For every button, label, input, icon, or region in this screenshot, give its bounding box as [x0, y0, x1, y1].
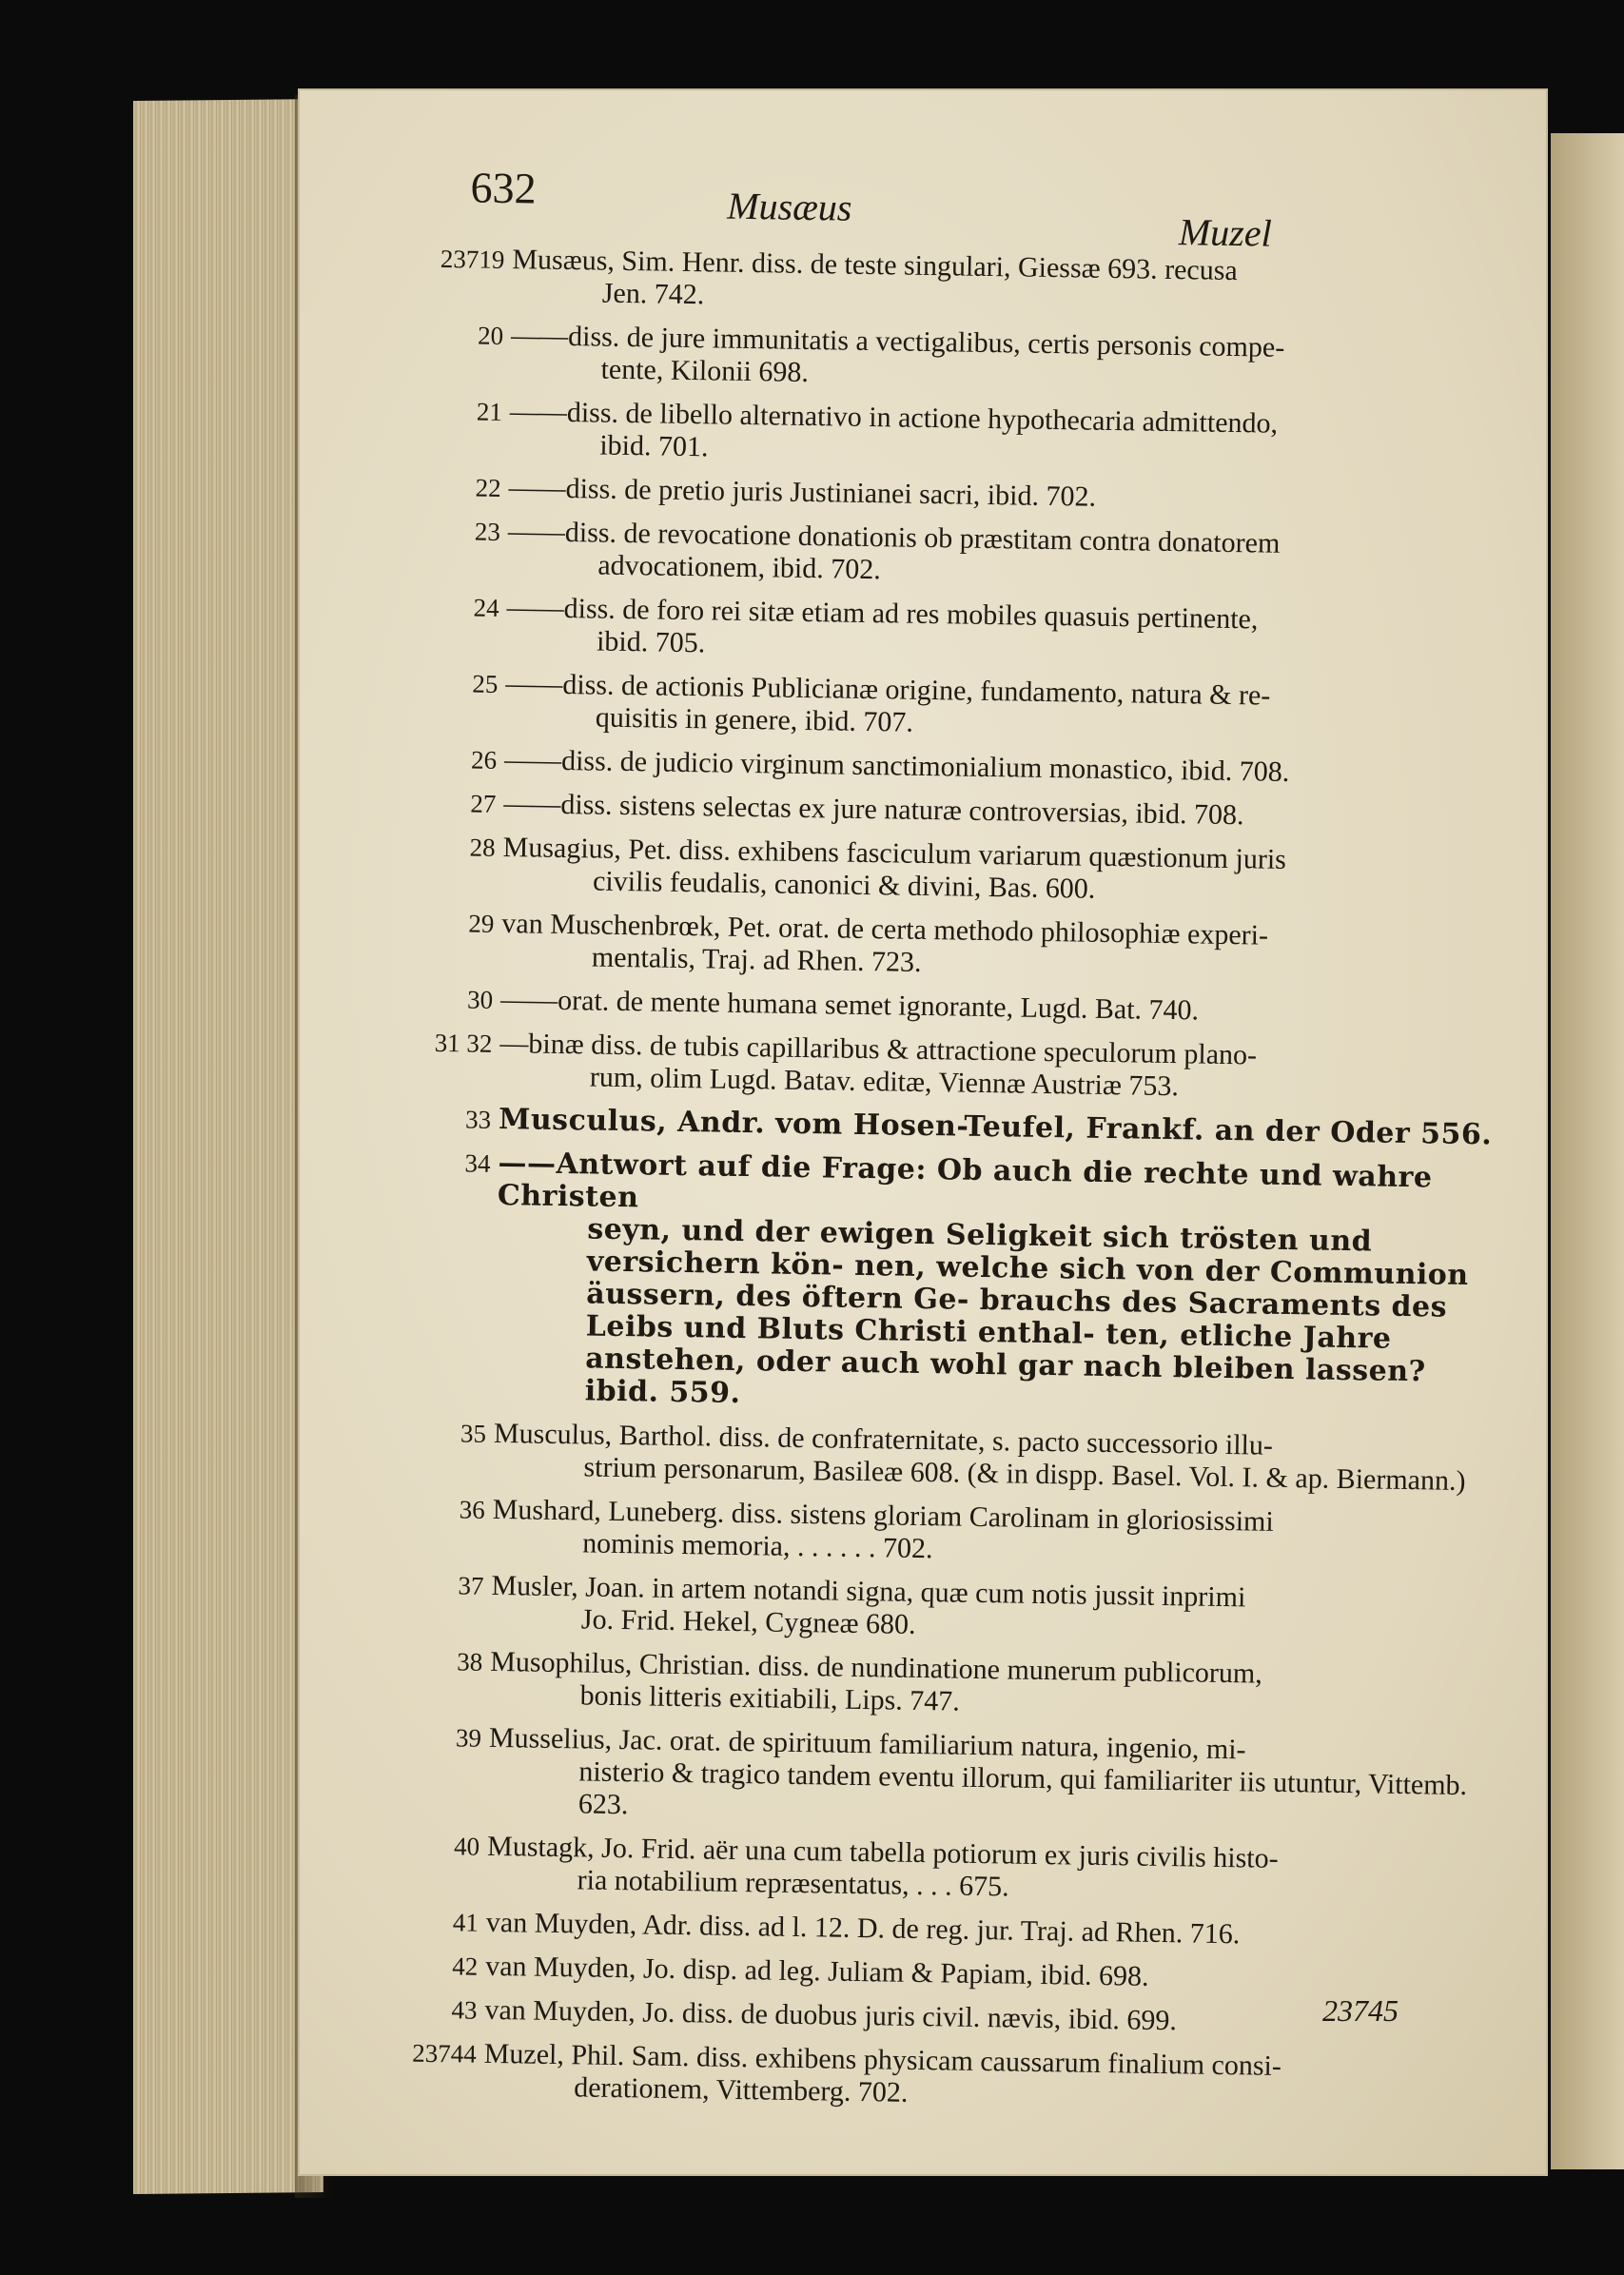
header-left-keyword: Musæus	[726, 184, 852, 229]
catalog-entry	[421, 1721, 1502, 1835]
header-right-keyword: Muzel	[1178, 210, 1273, 255]
entry-text: Muzel, Phil. Sam. diss. exhibens physicam caussarum finalium consi-	[483, 2037, 1282, 2083]
entry-continuation: civilis feudalis, canonici & divini, Bas. 600.	[592, 865, 1096, 905]
entry-number: 39	[455, 1723, 482, 1753]
catalog-entry	[432, 1103, 1512, 1152]
entry-continuation: Jen. 742.	[601, 277, 705, 311]
entry-continuation: bonis litteris exitiabili, Lips. 747.	[579, 1679, 961, 1717]
entry-number: 24	[473, 593, 499, 622]
entry-number: 35	[460, 1419, 487, 1448]
entry-text: Musagius, Pet. diss. exhibens fasciculum variarum quæstionum juris	[502, 832, 1287, 875]
entry-continuation: derationem, Vittemberg. 702.	[573, 2071, 909, 2108]
catalog-entry	[440, 515, 1521, 597]
catalog-entry	[420, 1906, 1499, 1955]
entry-text: ——diss. de actionis Publicianæ origine, fundamento, natura & re-	[505, 668, 1271, 712]
entry-number: 36	[459, 1495, 485, 1524]
entry-continuation: advocationem, ibid. 702.	[597, 549, 882, 586]
catalog-entry	[422, 1645, 1503, 1727]
entry-number: 25	[472, 669, 499, 698]
catalog-entry	[433, 1027, 1514, 1108]
entry-text: van Muyden, Jo. disp. ad leg. Juliam & Papiam, ibid. 698.	[484, 1950, 1149, 1992]
entry-text: van Muyden, Adr. diss. ad l. 12. D. de reg. jur. Traj. ad Rhen. 716.	[485, 1906, 1241, 1951]
catalog-entry	[426, 1417, 1507, 1499]
entry-number: 31 32	[434, 1028, 493, 1058]
entry-number: 23744	[412, 2038, 478, 2069]
entry-number: 23	[474, 517, 501, 546]
catchword: 23745	[1322, 1993, 1399, 2028]
entry-continuation: tente, Kilonii 698.	[600, 353, 810, 388]
entry-text: Musculus, Andr. vom Hosen-Teufel, Frankf. an der Oder 556.	[498, 1102, 1493, 1152]
catalog-entry	[434, 983, 1514, 1032]
entry-number: 29	[468, 909, 495, 938]
entry-text: van Muschenbrœk, Pet. orat. de certa methodo philosophiæ experi-	[501, 908, 1269, 951]
catalog-entry	[424, 1569, 1505, 1651]
entry-continuation: mentalis, Traj. ad Rhen. 723.	[591, 941, 922, 978]
entry-continuation: ria notabilium repræsentatus, . . . 675.	[577, 1864, 1009, 1903]
entry-text: ——diss. de judicio virginum sanctimonialium monastico, ibid. 708.	[503, 744, 1290, 788]
entry-list	[412, 243, 1526, 2119]
entry-number: 42	[451, 1951, 479, 1981]
entry-continuation: ibid. 705.	[596, 625, 706, 659]
entry-number: 21	[476, 397, 503, 426]
entry-text: Mustagk, Jo. Frid. aër una cum tabella potiorum ex juris civilis histo-	[486, 1830, 1279, 1874]
catalog-entry	[436, 831, 1516, 912]
entry-number: 33	[464, 1105, 492, 1134]
entry-text: ——diss. de jure immunitatis a vectigalibus, certis personis compe-	[510, 320, 1285, 363]
catalog-entry	[438, 743, 1517, 793]
entry-continuation: Jo. Frid. Hekel, Cygneæ 680.	[580, 1603, 916, 1640]
facing-page-edge	[1551, 133, 1624, 2169]
catalog-entry	[412, 2037, 1497, 2119]
entry-number: 30	[466, 985, 494, 1014]
entry-text: Musculus, Barthol. diss. de confraternitate, s. pacto successorio illu-	[493, 1417, 1274, 1461]
entry-text: ——diss. de pretio juris Justinianei sacri, ibid. 702.	[508, 472, 1097, 513]
entry-number: 34	[464, 1148, 491, 1178]
entry-text: van Muyden, Jo. diss. de duobus juris civil. nævis, ibid. 699.	[484, 1993, 1178, 2037]
catalog-entry	[420, 1830, 1500, 1912]
entry-text: ——diss. sistens selectas ex jure naturæ controversias, ibid. 708.	[503, 788, 1244, 832]
entry-continuation: seyn, und der ewigen Seligkeit sich trösten und versichern kön- nen, welche sich von der Communion äussern, des öftern Ge- brauchs des Sacraments des Leibs und Bluts Christi enthal- ten, etliche Jahre anstehen, oder auch wohl gar nach bleiben lassen? ibid. 559.	[584, 1212, 1469, 1411]
catalog-entry	[442, 395, 1523, 477]
catalog-entry	[440, 591, 1520, 673]
entry-number: 20	[477, 321, 504, 350]
page-number: 632	[470, 163, 537, 213]
entry-text: Mushard, Luneberg. diss. sistens gloriam Carolinam in gloriosissimi	[492, 1493, 1274, 1538]
entry-text: Musselius, Jac. orat. de spirituum familiarium natura, ingenio, mi-	[488, 1721, 1246, 1766]
catalog-entry	[441, 471, 1521, 520]
entry-text: ——diss. de foro rei sitæ etiam ad res mobiles quasuis pertinente,	[506, 592, 1259, 636]
catalog-entry	[419, 1950, 1498, 1999]
entry-text: Musæus, Sim. Henr. diss. de teste singulari, Giessæ 693. recusa	[512, 244, 1239, 287]
entry-continuation: nominis memoria, . . . . . . 702.	[581, 1527, 933, 1565]
entry-number: 26	[470, 745, 498, 775]
catalog-entry	[435, 907, 1516, 989]
entry-continuation: quisitis in genere, ibid. 707.	[595, 701, 914, 738]
entry-continuation: nisterio & tragico tandem eventu illorum, qui familiariter iis utuntur, Vittemb. 623.	[577, 1755, 1468, 1821]
entry-continuation: ibid. 701.	[599, 429, 709, 463]
catalog-entry	[443, 319, 1524, 401]
entry-number: 28	[469, 833, 496, 862]
entry-number: 27	[470, 789, 497, 818]
entry-text: ——Antwort auf die Frage: Ob auch die rechte und wahre Christen	[497, 1146, 1433, 1215]
entry-number: 37	[458, 1571, 484, 1600]
entry-number: 23719	[440, 244, 505, 274]
entry-number: 43	[451, 1995, 478, 2025]
entry-number: 22	[475, 473, 501, 502]
entry-number: 38	[457, 1647, 483, 1677]
entry-continuation: strium personarum, Basileæ 608. (& in dispp. Basel. Vol. I. & ap. Biermann.)	[583, 1451, 1466, 1497]
entry-text: —binæ diss. de tubis capillaribus & attractione speculorum plano-	[499, 1027, 1258, 1071]
entry-number: 40	[453, 1832, 480, 1861]
catalog-entry	[437, 787, 1516, 836]
entry-text: Musler, Joan. in artem notandi signa, quæ cum notis jussit inprimi	[491, 1569, 1246, 1614]
page-content	[412, 162, 1527, 2130]
entry-text: ——diss. de libello alternativo in actione hypothecaria admittendo,	[509, 396, 1279, 440]
entry-text: Musophilus, Christian. diss. de nundinatione munerum publicorum,	[489, 1645, 1263, 1690]
catalog-entry	[439, 667, 1519, 749]
entry-continuation: rum, olim Lugd. Batav. editæ, Viennæ Austriæ 753.	[589, 1061, 1180, 1103]
catalog-entry	[425, 1493, 1506, 1575]
entry-number: 41	[452, 1908, 479, 1937]
catalog-entry	[427, 1147, 1511, 1422]
entry-text: ——diss. de revocatione donationis ob præstitam contra donatorem	[507, 516, 1281, 559]
entry-text: ——orat. de mente humana semet ignorante, Lugd. Bat. 740.	[499, 983, 1200, 1027]
